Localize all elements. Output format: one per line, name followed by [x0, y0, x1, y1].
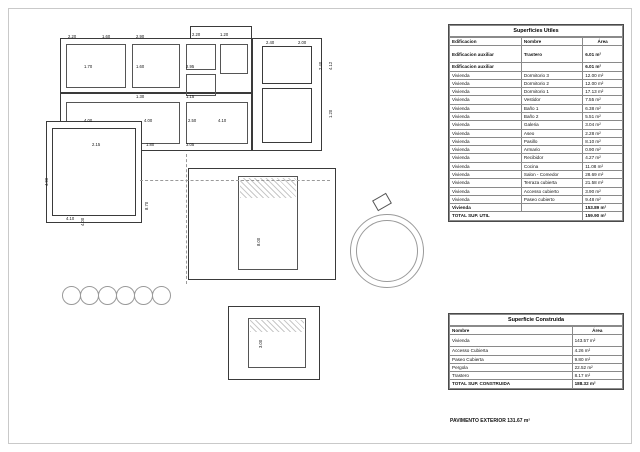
cell-area: 8.10 m² — [583, 137, 623, 145]
dim-1-70: 1.70 — [84, 64, 93, 69]
cell-nombre — [521, 204, 582, 212]
cell-edificacion: Vivienda — [450, 154, 522, 162]
col-area: Área — [572, 327, 622, 335]
cell-nombre: Terraza cubierta — [521, 179, 582, 187]
cell-edificacion: Vivienda — [450, 137, 522, 145]
plan-circular-pergola-inner — [356, 220, 418, 282]
cell-edificacion: Vivienda — [450, 129, 522, 137]
pavimento-exterior-note: PAVIMENTO EXTERIOR 131.67 m² — [450, 418, 531, 424]
table-row — [450, 112, 623, 120]
cell-area: 6.01 m² — [583, 46, 623, 63]
plan-right-wing-inner-2 — [262, 88, 312, 143]
dim-4-00-b: 4.00 — [144, 118, 153, 123]
dim-3-00: 3.00 — [258, 339, 263, 348]
plan-dressing — [220, 44, 248, 74]
cell-area: 7.55 m² — [583, 96, 623, 104]
table-row — [450, 129, 623, 137]
table-utiles-header — [450, 38, 623, 46]
dim-2-50: 2.50 — [188, 118, 197, 123]
table-row — [450, 170, 623, 178]
table-row — [450, 46, 623, 63]
plan-tree-4 — [116, 286, 135, 305]
dim-4-10-a: 4.10 — [218, 118, 227, 123]
cell-nombre: Accesso Cubierta — [450, 347, 573, 355]
table-row — [450, 179, 623, 187]
cell-area: 153.89 m² — [583, 204, 623, 212]
cell-nombre: Paseo Cubierta — [450, 355, 573, 363]
table-utiles-title: Superficies Utiles — [449, 25, 623, 37]
cell-area: 2.28 m² — [583, 129, 623, 137]
plan-pergola-panel — [372, 193, 392, 211]
table-row — [450, 363, 623, 371]
dim-2-20-a: 2.20 — [68, 34, 77, 39]
cell-area: 11.08 m² — [583, 162, 623, 170]
cell-area: 6.01 m² — [583, 63, 623, 71]
dim-2-95: 2.95 — [186, 64, 195, 69]
cell-edificacion: Vivienda — [450, 170, 522, 178]
table-row-subtotal — [450, 63, 623, 71]
cell-nombre: Pasillo — [521, 137, 582, 145]
dim-4-00-a: 4.00 — [84, 118, 93, 123]
plot-line-horizontal — [140, 180, 330, 181]
cell-area: 4.26 m² — [572, 347, 622, 355]
table-row — [450, 104, 623, 112]
plan-tree-6 — [152, 286, 171, 305]
plan-tree-5 — [134, 286, 153, 305]
cell-edificacion: Vivienda — [450, 88, 522, 96]
cell-area: 3.90 m² — [583, 187, 623, 195]
cell-edificacion: Vivienda — [450, 71, 522, 79]
table-row — [450, 335, 623, 347]
total-label: TOTAL SUP. UTIL — [450, 212, 583, 220]
table-row — [450, 71, 623, 79]
cell-area: 4.27 m² — [583, 154, 623, 162]
dim-2-40-v: 2.40 — [318, 61, 323, 70]
table-row — [450, 154, 623, 162]
dim-4-12: 4.12 — [328, 61, 333, 70]
cell-nombre: Aseo — [521, 129, 582, 137]
cell-edificacion: Vivienda — [450, 204, 522, 212]
cell-nombre: Dormitorio 2 — [521, 79, 582, 87]
plan-bedroom-3 — [66, 44, 126, 88]
dim-1-20: 1.20 — [220, 32, 229, 37]
dim-4-00-c: 4.00 — [80, 217, 85, 226]
table-construida-total — [450, 380, 623, 388]
dim-1-30: 1.30 — [136, 94, 145, 99]
cell-nombre: Armario — [521, 146, 582, 154]
cell-area: 9.48 m² — [583, 195, 623, 203]
dim-8-70: 8.70 — [144, 201, 149, 210]
dim-3-05: 3.05 — [186, 142, 195, 147]
table-row — [450, 162, 623, 170]
col-area: Área — [583, 38, 623, 46]
cell-area: 28.69 m² — [583, 170, 623, 178]
cell-area: 12.00 m² — [583, 71, 623, 79]
table-row-subtotal — [450, 204, 623, 212]
dim-4-90: 4.90 — [44, 177, 49, 186]
plan-bathroom-2 — [186, 74, 216, 96]
cell-edificacion: Vivienda — [450, 96, 522, 104]
cell-edificacion: Vivienda — [450, 187, 522, 195]
plan-trastero-hatch — [250, 320, 304, 332]
dim-4-10-b: 4.10 — [66, 216, 75, 221]
cell-edificacion: Vivienda — [450, 79, 522, 87]
dim-1-60-b: 1.60 — [136, 64, 145, 69]
cell-edificacion: Vivienda — [450, 179, 522, 187]
plan-tree-3 — [98, 286, 117, 305]
table-row — [450, 137, 623, 145]
table-row — [450, 347, 623, 355]
plan-tree-1 — [62, 286, 81, 305]
dim-1-60: 1.60 — [102, 34, 111, 39]
cell-area: 9.80 m² — [572, 355, 622, 363]
cell-nombre: Trastero — [521, 46, 582, 63]
table-row — [450, 195, 623, 203]
cell-nombre — [521, 63, 582, 71]
col-nombre: Nombre — [450, 327, 573, 335]
table-superficie-construida — [448, 313, 624, 390]
cell-area: 8.17 m² — [572, 372, 622, 380]
cell-nombre: Dormitorio 1 — [521, 88, 582, 96]
cell-edificacion: Vivienda — [450, 104, 522, 112]
table-row — [450, 121, 623, 129]
table-row — [450, 79, 623, 87]
cell-edificacion: Vivienda — [450, 195, 522, 203]
cell-area: 6.38 m² — [583, 104, 623, 112]
cell-edificacion: Edificacion auxiliar — [450, 46, 522, 63]
cell-nombre: Pergola — [450, 363, 573, 371]
table-row — [450, 372, 623, 380]
cell-nombre: Trastero — [450, 372, 573, 380]
plot-line-vertical — [186, 154, 187, 284]
dim-2-15: 2.15 — [92, 142, 101, 147]
cell-area: 3.04 m² — [583, 121, 623, 129]
cell-nombre: Vivienda — [450, 335, 573, 347]
cell-nombre: Cocina — [521, 162, 582, 170]
cell-nombre: Recibidor — [521, 154, 582, 162]
cell-area: 17.13 m² — [583, 88, 623, 96]
cell-edificacion: Vivienda — [450, 121, 522, 129]
plan-bedroom-1 — [186, 102, 248, 144]
table-row — [450, 88, 623, 96]
total-value: 159.90 m² — [583, 212, 623, 220]
cell-nombre: Vestidor — [521, 96, 582, 104]
cell-edificacion: Vivienda — [450, 112, 522, 120]
table-row — [450, 187, 623, 195]
cell-area: 0.90 m² — [583, 146, 623, 154]
dim-2-90: 2.90 — [136, 34, 145, 39]
cell-nombre: Accesso cubierto — [521, 187, 582, 195]
dim-2-20-b: 2.20 — [192, 32, 201, 37]
table-row — [450, 96, 623, 104]
cell-area: 5.51 m² — [583, 112, 623, 120]
cell-nombre: Galeria — [521, 121, 582, 129]
dim-2-40: 2.40 — [266, 40, 275, 45]
cell-nombre: Baño 1 — [521, 104, 582, 112]
table-superficies-utiles — [448, 24, 624, 222]
table-construida-header — [450, 327, 623, 335]
dim-8-00: 8.00 — [256, 237, 261, 246]
total-label: TOTAL SUP. CONSTRUIDA — [450, 380, 573, 388]
plan-tree-2 — [80, 286, 99, 305]
dim-1-15: 1.15 — [186, 94, 195, 99]
col-nombre: Nombre — [521, 38, 582, 46]
cell-edificacion: Vivienda — [450, 146, 522, 154]
cell-nombre: Salon - Comedor — [521, 170, 582, 178]
plan-pool-hatch — [240, 178, 296, 198]
cell-nombre: Paseo cubierto — [521, 195, 582, 203]
dim-1-20-v: 1.20 — [328, 109, 333, 118]
total-value: 188.32 m² — [572, 380, 622, 388]
table-utiles-total — [450, 212, 623, 220]
plan-right-wing-inner — [262, 46, 312, 84]
dim-1-80: 1.80 — [146, 142, 155, 147]
table-row — [450, 355, 623, 363]
floor-plan-drawing — [40, 18, 430, 428]
dim-2-00: 2.00 — [298, 40, 307, 45]
cell-area: 143.57 m² — [572, 335, 622, 347]
cell-area: 21.58 m² — [583, 179, 623, 187]
cell-edificacion: Vivienda — [450, 162, 522, 170]
cell-nombre: Dormitorio 3 — [521, 71, 582, 79]
cell-area: 12.00 m² — [583, 79, 623, 87]
table-construida-title: Superficie Construida — [449, 314, 623, 326]
cell-area: 22.52 m² — [572, 363, 622, 371]
cell-edificacion: Edificacion auxiliar — [450, 63, 522, 71]
table-row — [450, 146, 623, 154]
cell-nombre: Baño 2 — [521, 112, 582, 120]
col-edificacion: Edificacion — [450, 38, 522, 46]
